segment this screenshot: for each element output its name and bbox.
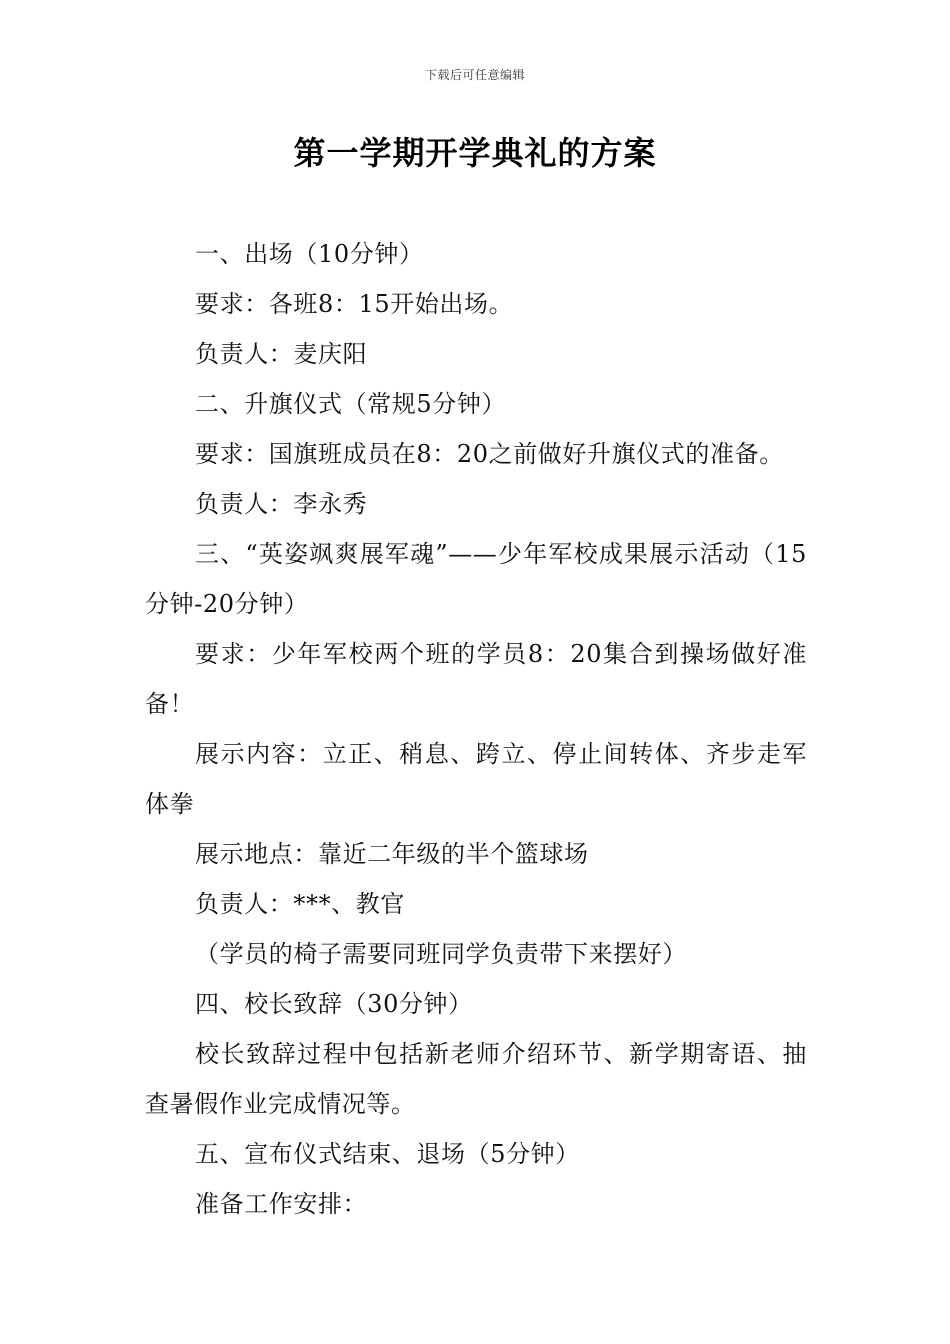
paragraph-display-location: 展示地点：靠近二年级的半个篮球场	[195, 840, 589, 868]
document-title: 第一学期开学典礼的方案	[293, 134, 657, 172]
paragraph-section-1-heading: 一、出场（10分钟）	[195, 240, 424, 268]
paragraph-section-4-heading: 四、校长致辞（30分钟）	[195, 990, 473, 1018]
paragraph-requirement: 要求：国旗班成员在8：20之前做好升旗仪式的准备。	[195, 440, 784, 468]
paragraph-preparation: 准备工作安排：	[195, 1190, 368, 1218]
paragraph-responsible: 负责人：麦庆阳	[195, 340, 368, 368]
document-body	[145, 229, 807, 1229]
paragraph-speech-content: 校长致辞过程中包括新老师介绍环节、新学期寄语、抽查暑假作业完成情况等。	[145, 1040, 807, 1118]
paragraph-responsible: 负责人：李永秀	[195, 490, 368, 518]
paragraph-note: （学员的椅子需要同班同学负责带下来摆好）	[195, 940, 687, 968]
paragraph-section-5-heading: 五、宣布仪式结束、退场（5分钟）	[195, 1140, 580, 1168]
paragraph-section-3-heading: 三、“英姿飒爽展军魂”——少年军校成果展示活动（15分钟-20分钟）	[145, 540, 807, 618]
header-note: 下载后可任意编辑	[424, 68, 525, 82]
paragraph-responsible: 负责人：***、教官	[195, 890, 405, 918]
paragraph-display-content: 展示内容：立正、稍息、跨立、停止间转体、齐步走军体拳	[145, 740, 807, 818]
paragraph-section-2-heading: 二、升旗仪式（常规5分钟）	[195, 390, 507, 418]
paragraph-requirement: 要求：少年军校两个班的学员8：20集合到操场做好准备！	[145, 640, 807, 718]
paragraph-requirement: 要求：各班8：15开始出场。	[195, 290, 514, 318]
